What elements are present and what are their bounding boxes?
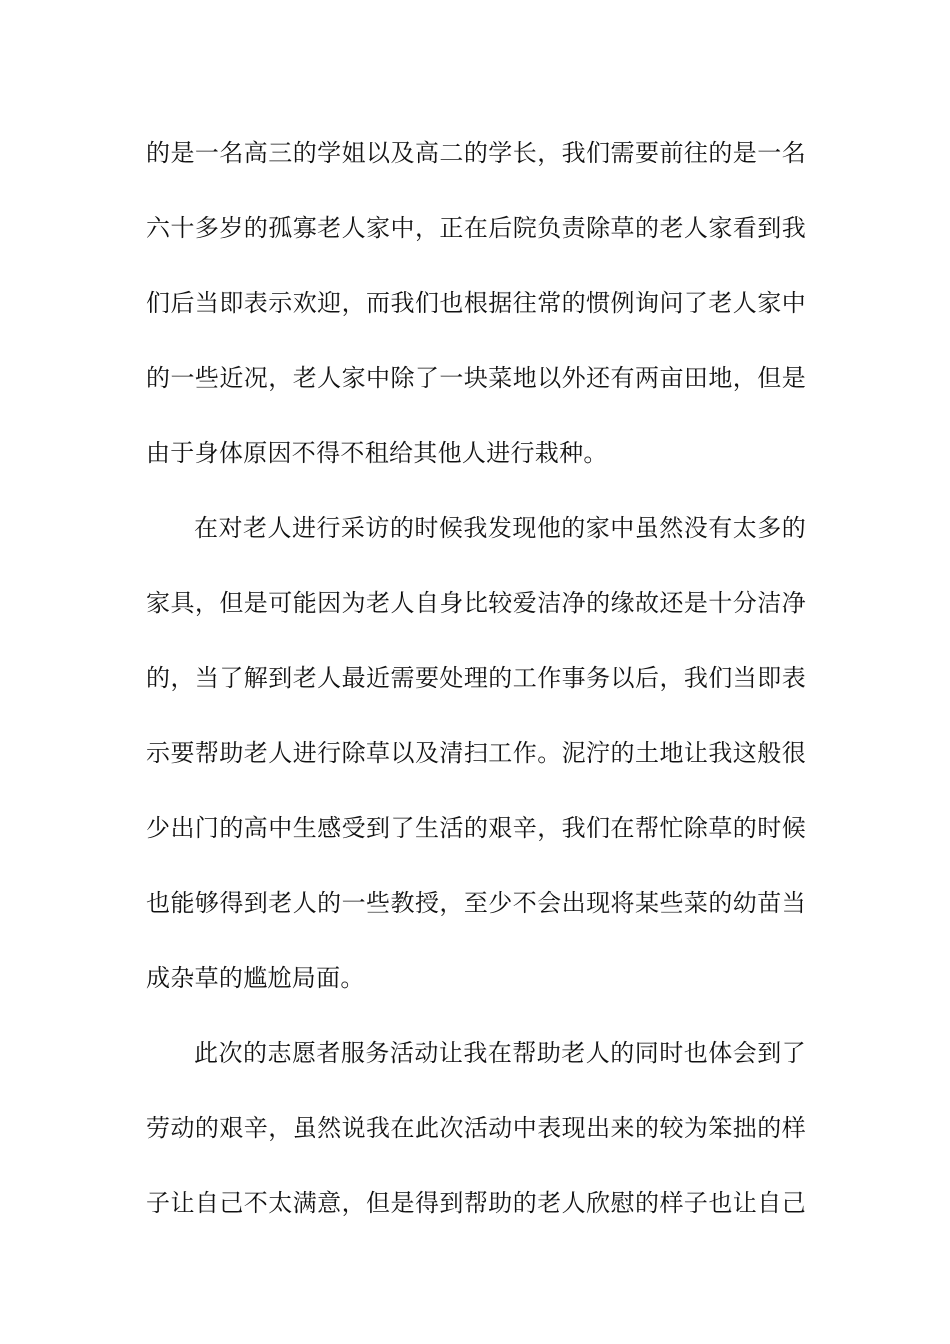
text-line: 子让自己不太满意，但是得到帮助的老人欣慰的样子也让自己 <box>146 1189 806 1217</box>
text-line: 的，当了解到老人最近需要处理的工作事务以后，我们当即表 <box>146 664 806 692</box>
text-line: 也能够得到老人的一些教授，至少不会出现将某些菜的幼苗当 <box>146 889 806 917</box>
body-text <box>146 128 806 1253</box>
text-line: 示要帮助老人进行除草以及清扫工作。泥泞的土地让我这般很 <box>146 739 806 767</box>
text-line: 家具，但是可能因为老人自身比较爱洁净的缘故还是十分洁净 <box>146 589 806 617</box>
text-line: 六十多岁的孤寡老人家中，正在后院负责除草的老人家看到我 <box>146 214 806 242</box>
paragraph-end-line: 成杂草的尴尬局面。 <box>146 964 365 992</box>
text-line: 少出门的高中生感受到了生活的艰辛，我们在帮忙除草的时候 <box>146 814 806 842</box>
text-line: 的是一名高三的学姐以及高二的学长，我们需要前往的是一名 <box>146 139 806 167</box>
paragraph-end-line: 由于身体原因不得不租给其他人进行栽种。 <box>146 439 608 467</box>
text-line: 的一些近况，老人家中除了一块菜地以外还有两亩田地，但是 <box>146 364 806 392</box>
paragraph-first-line: 此次的志愿者服务活动让我在帮助老人的同时也体会到了 <box>194 1039 806 1067</box>
text-line: 劳动的艰辛，虽然说我在此次活动中表现出来的较为笨拙的样 <box>146 1114 806 1142</box>
text-line: 们后当即表示欢迎，而我们也根据往常的惯例询问了老人家中 <box>146 289 806 317</box>
paragraph-first-line: 在对老人进行采访的时候我发现他的家中虽然没有太多的 <box>194 514 806 542</box>
